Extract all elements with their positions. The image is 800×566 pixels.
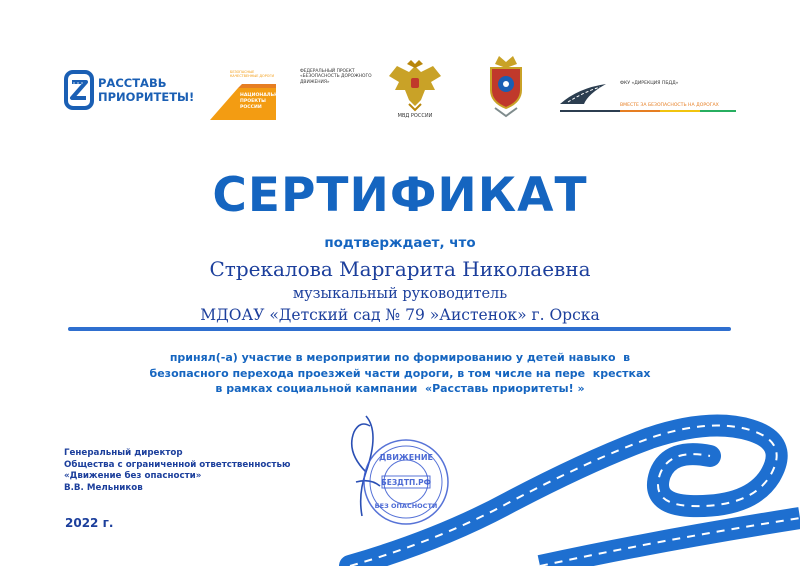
national-projects-logo (208, 64, 286, 122)
fp-line3: ДВИЖЕНИЯ» (300, 79, 330, 85)
np-small-line2: КАЧЕСТВЕННЫЕ ДОРОГИ (230, 74, 275, 78)
federal-project-caption (300, 69, 380, 85)
recipient-organization: МДОАУ «Детский сад № 79 »Аистенок» г. Орска (200, 306, 600, 324)
rasstav-logo-line1: РАССТАВЬ (98, 76, 167, 90)
body-line-2: безопасного перехода проезжей части дороги, в том числе на пере крестках (149, 366, 651, 380)
gibdd-shield-icon (485, 54, 527, 118)
signatory-title: Генеральный директор (64, 448, 183, 458)
directorate-name: ФКУ «ДИРЕКЦИЯ ПБДД» (620, 81, 679, 86)
certificate-title: СЕРТИФИКАТ (212, 168, 588, 223)
double-eagle-icon (385, 60, 445, 112)
np-small-line1: БЕЗОПАСНЫЕ (230, 70, 255, 74)
directorate-slogan: ВМЕСТЕ ЗА БЕЗОПАСНОСТЬ НА ДОРОГАХ (620, 103, 719, 108)
mvd-caption: МВД РОССИИ (397, 113, 433, 119)
stamp-bottom-text: БЕЗ ОПАСНОСТИ (374, 502, 438, 510)
body-line-1: принял(-а) участие в мероприятии по формированию у детей навыко в (169, 351, 631, 364)
rasstav-prioritety-logo (64, 70, 194, 114)
signatory-company-type: Общества с ограниченной ответственностью (64, 459, 291, 470)
signatory-block (64, 448, 290, 494)
fp-line1: ФЕДЕРАЛЬНЫЙ ПРОЕКТ (300, 69, 355, 74)
certificate-year: 2022 г. (65, 516, 114, 530)
confirms-text: подтверждает, что (324, 235, 476, 251)
np-big-line3: РОССИИ (240, 105, 262, 110)
np-big-line2: ПРОЕКТЫ (240, 99, 266, 104)
np-big-line1: НАЦИОНАЛЬНЫЕ (240, 93, 286, 98)
stamp-top-text: ДВИЖЕНИЕ (378, 453, 434, 462)
rasstav-z-icon (64, 70, 94, 110)
recipient-name: Стрекалова Маргарита Николаевна (209, 257, 591, 281)
rasstav-logo-line2: ПРИОРИТЕТЫ! (98, 90, 195, 104)
signatory-name: В.В. Мельников (64, 482, 143, 493)
signatory-company-name: «Движение без опасности» (64, 471, 202, 481)
company-stamp (362, 438, 450, 526)
gibdd-emblem (485, 54, 527, 118)
body-line-3: в рамках социальной кампании «Расставь приоритеты! » (215, 382, 585, 395)
divider-rule (68, 327, 731, 331)
mvd-emblem (385, 60, 445, 124)
fp-line2: «БЕЗОПАСНОСТЬ ДОРОЖНОГО (300, 74, 372, 80)
stamp-center-text: БЕЗДТП.РФ (380, 478, 432, 487)
recipient-position: музыкальный руководитель (292, 286, 508, 302)
road-directorate-logo (558, 76, 738, 116)
